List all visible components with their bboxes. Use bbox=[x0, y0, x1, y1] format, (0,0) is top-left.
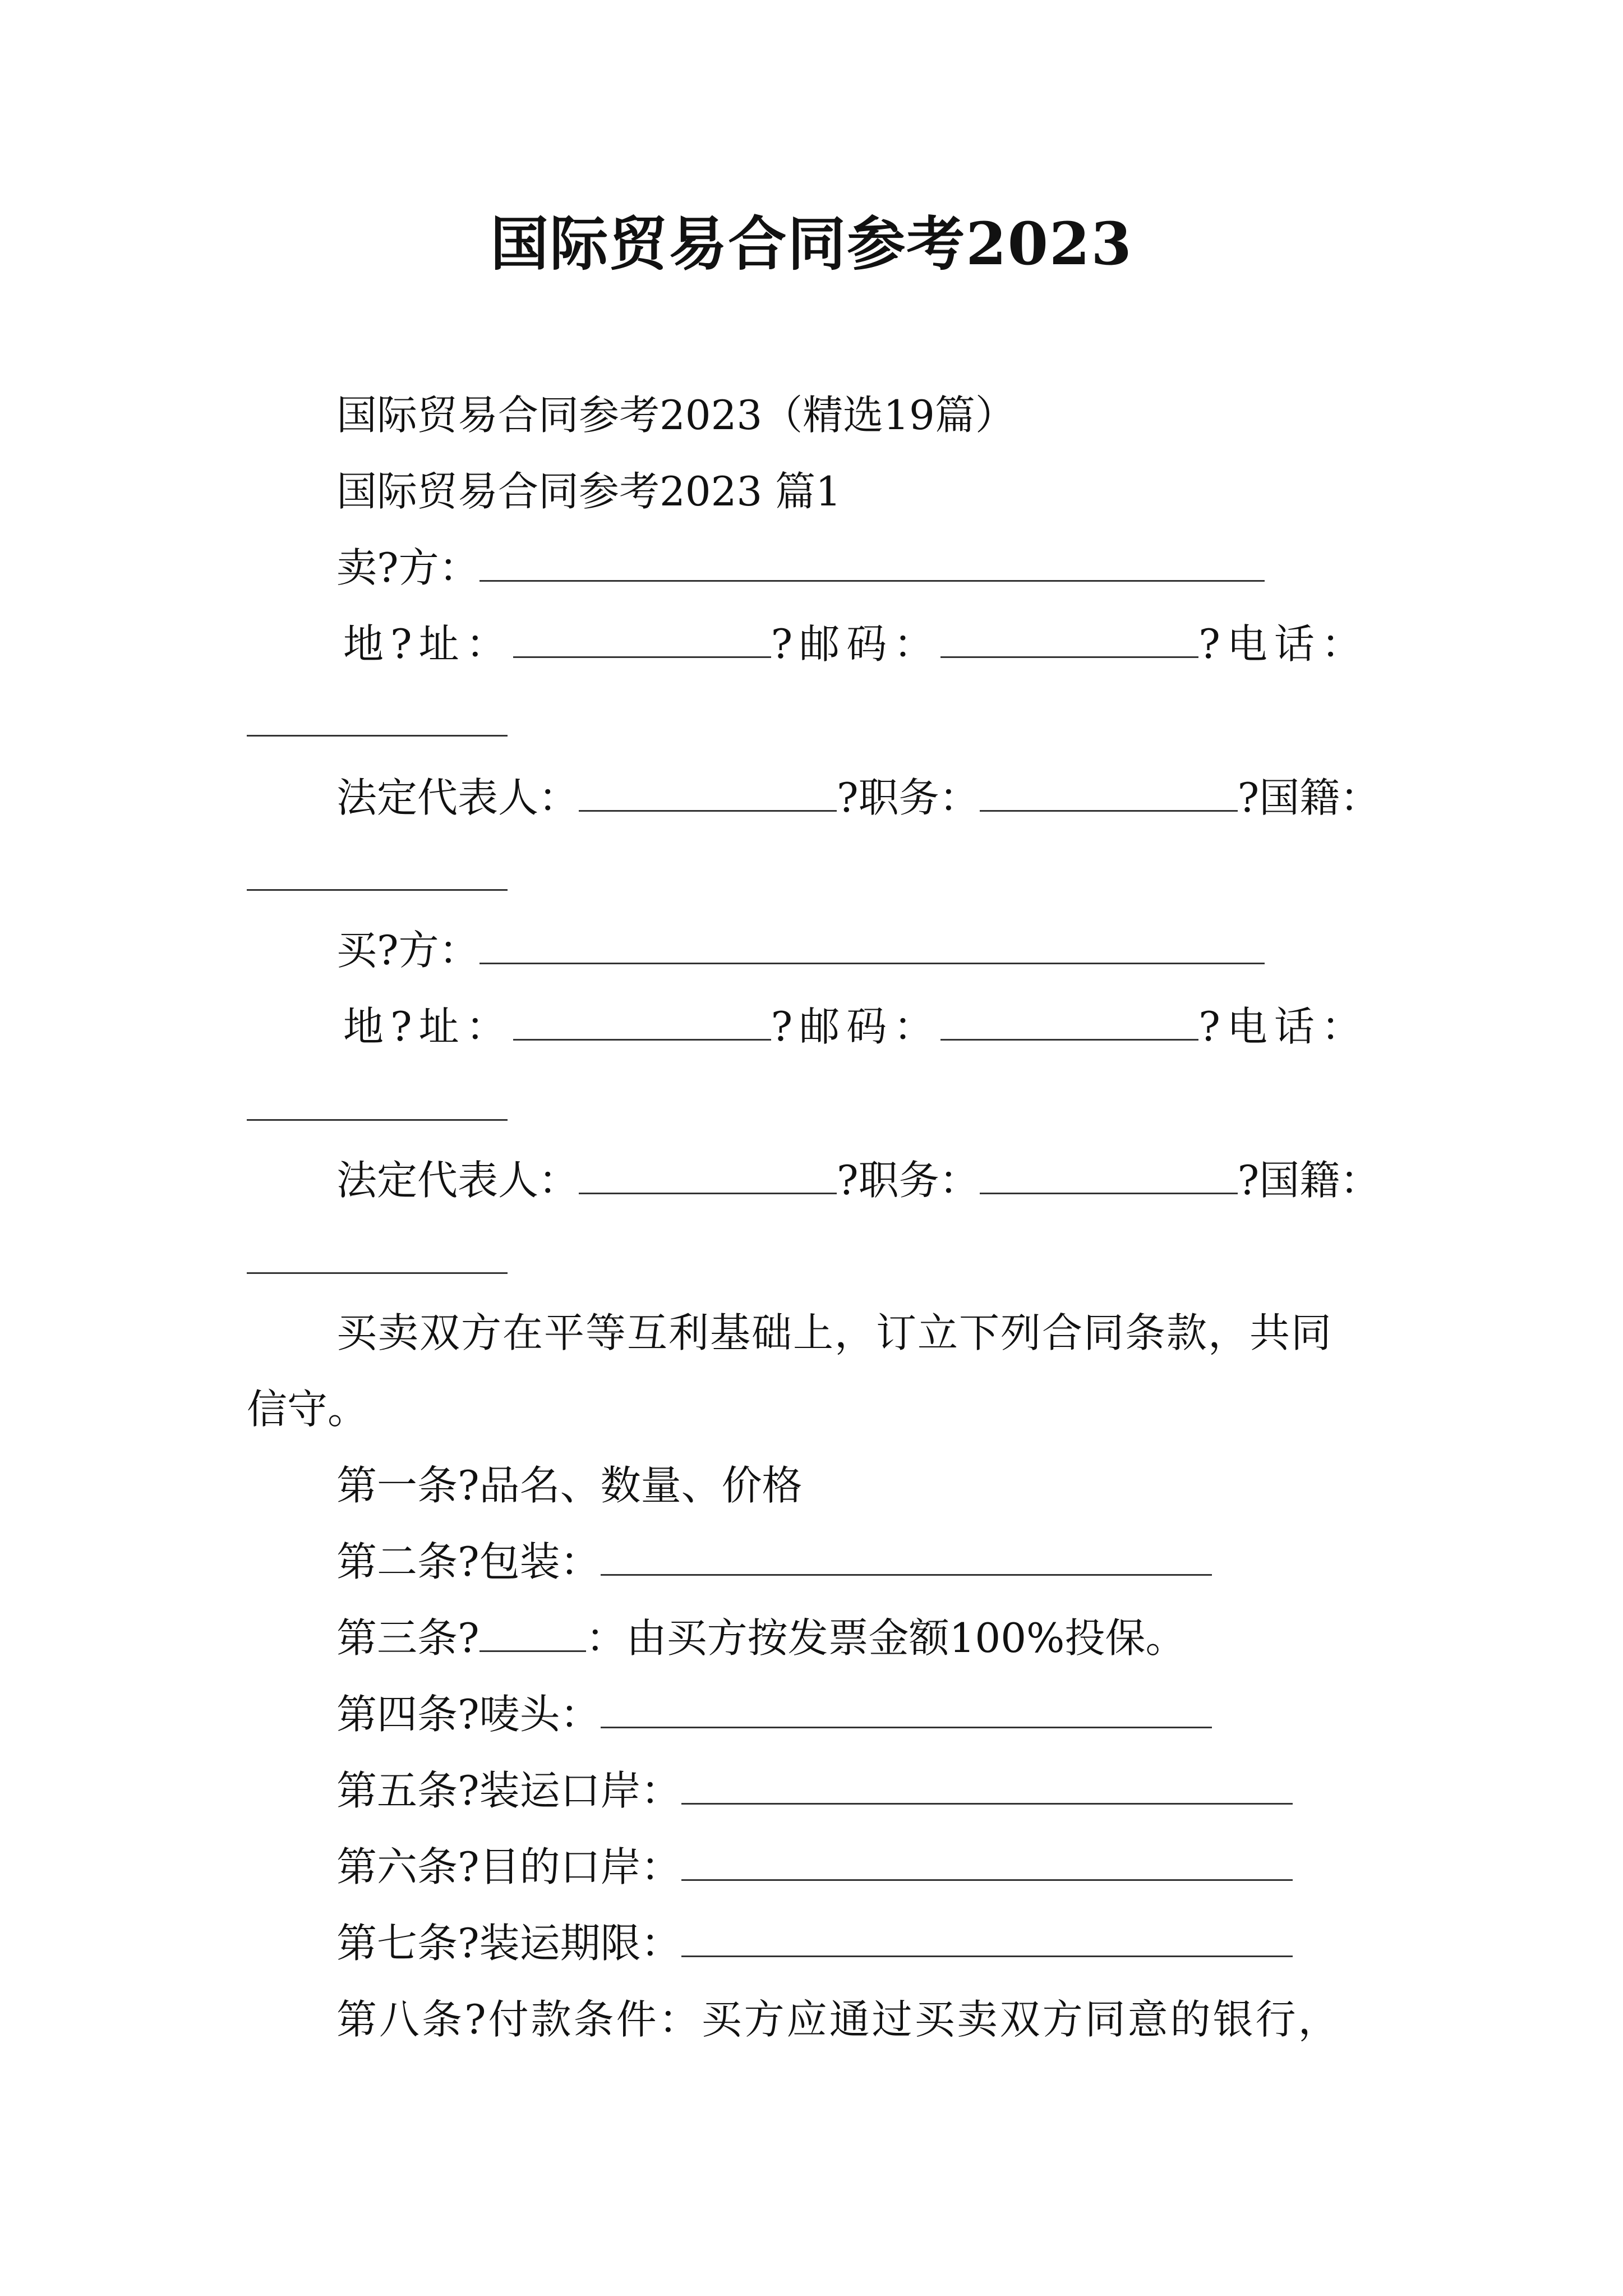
seller-rep-line bbox=[336, 770, 1380, 826]
buyer-nationality-blank[interactable] bbox=[247, 1272, 508, 1274]
intro-paragraph-line2: 信守。 bbox=[247, 1386, 368, 1433]
buyer-phone-label: ?电话： bbox=[1198, 1003, 1368, 1050]
article-2-blank[interactable] bbox=[601, 1540, 1212, 1576]
seller-postcode-blank[interactable] bbox=[940, 623, 1198, 658]
seller-address-line bbox=[343, 616, 1368, 672]
seller-phone-label: ?电话： bbox=[1198, 620, 1368, 668]
article-4-blank[interactable] bbox=[601, 1693, 1212, 1728]
article-1: 第一条?品名、数量、价格 bbox=[336, 1462, 803, 1509]
buyer-rep-blank[interactable] bbox=[579, 1159, 837, 1194]
article-6-blank[interactable] bbox=[681, 1846, 1293, 1881]
intro-paragraph-line1: 买卖双方在平等互利基础上，订立下列合同条款，共同 bbox=[336, 1309, 1333, 1356]
article-3-prefix: 第三条? bbox=[336, 1614, 479, 1662]
article-4-label: 第四条?唛头： bbox=[336, 1691, 601, 1738]
article-7-line bbox=[336, 1915, 1293, 1971]
seller-nationality-blank[interactable] bbox=[247, 889, 508, 891]
article-7-label: 第七条?装运期限： bbox=[336, 1920, 681, 1967]
seller-name-blank[interactable] bbox=[479, 546, 1265, 582]
seller-line bbox=[336, 540, 1265, 596]
buyer-position-blank[interactable] bbox=[980, 1159, 1238, 1194]
document-title: 国际贸易合同参考2023 bbox=[490, 209, 1133, 278]
article-5-line bbox=[336, 1763, 1293, 1819]
article-2-label: 第二条?包装： bbox=[336, 1538, 601, 1585]
article-4-line bbox=[336, 1686, 1212, 1742]
article-2-line bbox=[336, 1534, 1212, 1590]
buyer-phone-blank[interactable] bbox=[247, 1119, 508, 1121]
buyer-name-blank[interactable] bbox=[479, 929, 1265, 964]
seller-rep-label: 法定代表人： bbox=[336, 774, 579, 821]
buyer-address-blank[interactable] bbox=[513, 1005, 771, 1041]
seller-phone-blank[interactable] bbox=[247, 735, 508, 737]
seller-rep-blank[interactable] bbox=[579, 776, 837, 812]
buyer-position-label: ?职务： bbox=[837, 1157, 980, 1204]
article-5-label: 第五条?装运口岸： bbox=[336, 1767, 681, 1814]
article-7-blank[interactable] bbox=[681, 1922, 1293, 1957]
seller-label: 卖?方： bbox=[336, 544, 479, 591]
article-6-line bbox=[336, 1839, 1293, 1895]
seller-address-label: 地?址： bbox=[343, 620, 513, 668]
buyer-postcode-label: ?邮码： bbox=[771, 1003, 941, 1050]
seller-address-blank[interactable] bbox=[513, 623, 771, 658]
buyer-nationality-label: ?国籍： bbox=[1237, 1157, 1381, 1204]
buyer-address-line bbox=[343, 999, 1368, 1055]
article-3-suffix: ：由买方按发票金额100%投保。 bbox=[585, 1614, 1186, 1662]
article-6-label: 第六条?目的口岸： bbox=[336, 1843, 681, 1890]
seller-position-label: ?职务： bbox=[837, 774, 980, 821]
buyer-rep-label: 法定代表人： bbox=[336, 1157, 579, 1204]
article-5-blank[interactable] bbox=[681, 1769, 1293, 1805]
subtitle: 国际贸易合同参考2023（精选19篇） bbox=[336, 392, 1016, 439]
buyer-line bbox=[336, 922, 1265, 978]
article-3-blank[interactable] bbox=[479, 1617, 586, 1652]
article-3-line bbox=[336, 1610, 1186, 1666]
buyer-rep-line bbox=[336, 1152, 1380, 1208]
seller-position-blank[interactable] bbox=[980, 776, 1238, 812]
article-8: 第八条?付款条件：买方应通过买卖双方同意的银行， bbox=[336, 1996, 1341, 2043]
seller-nationality-label: ?国籍： bbox=[1237, 774, 1381, 821]
section-heading: 国际贸易合同参考2023 篇1 bbox=[336, 468, 841, 515]
buyer-postcode-blank[interactable] bbox=[940, 1005, 1198, 1041]
buyer-address-label: 地?址： bbox=[343, 1003, 513, 1050]
buyer-label: 买?方： bbox=[336, 927, 479, 974]
seller-postcode-label: ?邮码： bbox=[771, 620, 941, 668]
